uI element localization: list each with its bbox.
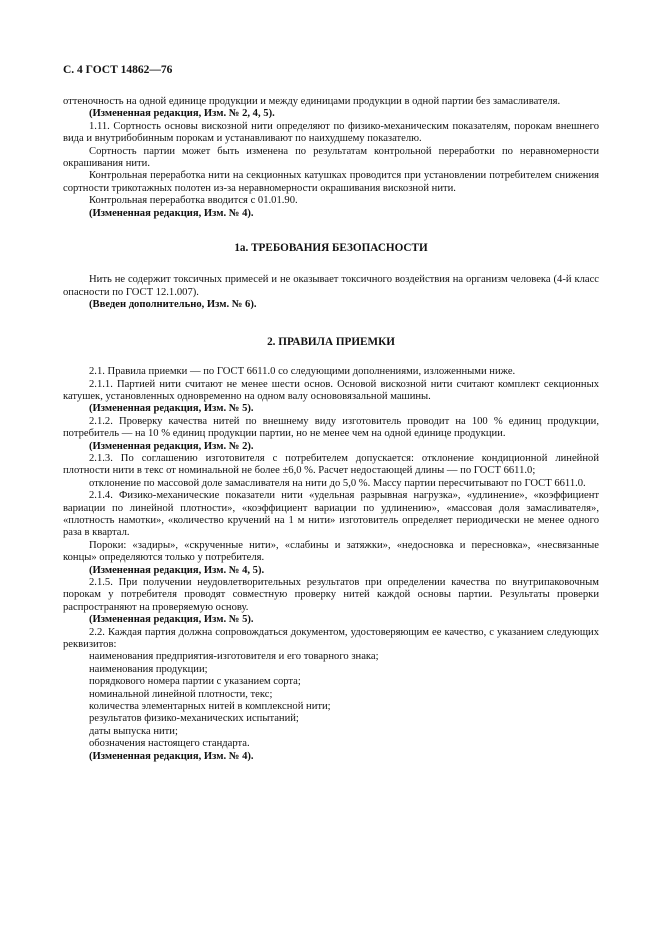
paragraph: 1.11. Сортность основы вискозной нити определяют по физико-механическим показателям, порокам внешнего вида и внутрибобинным порокам и устанавливают по наихудшему показателю. [63, 120, 599, 145]
edition-note: (Измененная редакция, Изм. № 2). [89, 440, 254, 452]
list-item: номинальной линейной плотности, текс; [89, 688, 273, 700]
paragraph: Сортность партии может быть изменена по результатам контрольной переработки по неравномерности окрашивания нити. [63, 145, 599, 170]
paragraph: Пороки: «задиры», «скрученные нити», «слабины и затяжки», «недосновка и пересновка», «несвязанные концы» определяются только у потребителя. [63, 539, 599, 564]
list-item: количества элементарных нитей в комплексной нити; [89, 701, 331, 713]
paragraph: Контрольная переработка нити на секционных катушках проводится при установлении потребителем снижения сортности трикотажных полотен из-за неравномерности окрашивания вискозной нити. [63, 170, 599, 194]
paragraph: оттеночность на одной единице продукции и между единицами продукции в одной партии без замасливателя. [63, 96, 561, 107]
page-header: С. 4 ГОСТ 14862—76 [63, 64, 173, 76]
list-item: результатов физико-механических испытаний; [89, 713, 299, 725]
paragraph: 2.2. Каждая партия должна сопровождаться документом, удостоверяющим ее качество, с указанием следующих реквизитов: [63, 626, 599, 651]
edition-note: (Введен дополнительно, Изм. № 6). [89, 299, 257, 311]
edition-note: (Измененная редакция, Изм. № 5). [89, 614, 254, 626]
paragraph: 2.1.3. По соглашению изготовителя с потребителем допускается: отклонение кондиционной линейной плотности нити в текс от номинальной не более ±6,0 %. Расчет недостающей длины — по ГОСТ 6611.0; [63, 452, 599, 477]
edition-note: (Измененная редакция, Изм. № 2, 4, 5). [89, 108, 275, 120]
document-body [63, 96, 599, 763]
paragraph: 2.1.4. Физико-механические показатели нити «удельная разрывная нагрузка», «удлинение», «коэффициент вариации по линейной плотности», «коэффициент вариации по удлинению», «массовая доля замасливателя», «плотность намотки», «количество кручений на 1 м нити» изготовитель определяет периодически не менее одного раза в квартал. [63, 490, 599, 539]
edition-note: (Измененная редакция, Изм. № 4, 5). [89, 564, 265, 576]
paragraph: 2.1.1. Партией нити считают не менее шести основ. Основой вискозной нити считают комплект секционных катушек, установленных одновременно на одном валу основовязальной машины. [63, 378, 599, 402]
paragraph: 2.1. Правила приемки — по ГОСТ 6611.0 со следующими дополнениями, изложенными ниже. [89, 366, 516, 378]
list-item: обозначения настоящего стандарта. [89, 738, 250, 750]
section-heading-acceptance: 2. ПРАВИЛА ПРИЕМКИ [267, 335, 395, 348]
list-item: порядкового номера партии с указанием сорта; [89, 676, 301, 688]
edition-note: (Измененная редакция, Изм. № 4). [89, 750, 254, 762]
list-item: даты выпуска нити; [89, 725, 178, 737]
paragraph: Нить не содержит токсичных примесей и не оказывает токсичного воздействия на организм человека (4-й класс опасности по ГОСТ 12.1.007). [63, 274, 599, 298]
section-heading-safety: 1а. ТРЕБОВАНИЯ БЕЗОПАСНОСТИ [234, 242, 428, 255]
paragraph: отклонение по массовой доле замасливателя на нити до 5,0 %. Массу партии пересчитывают по ГОСТ 6611.0. [89, 477, 586, 489]
paragraph: 2.1.5. При получении неудовлетворительных результатов при определении качества по внутрипаковочным порокам у потребителя проводят совместную проверку нитей каждой основы партии. Результаты проверки распространяют на проверяемую основу. [63, 577, 599, 613]
edition-note: (Измененная редакция, Изм. № 5). [89, 403, 254, 415]
list-item: наименования предприятия-изготовителя и его товарного знака; [89, 651, 379, 663]
paragraph: 2.1.2. Проверку качества нитей по внешнему виду изготовитель проводит на 100 % единиц продукции, потребитель — на 10 % единиц продукции партии, но не менее чем на одной единице продукции. [63, 415, 599, 440]
edition-note: (Измененная редакция, Изм. № 4). [89, 207, 254, 219]
paragraph: Контрольная переработка вводится с 01.01.90. [89, 195, 298, 207]
list-item: наименования продукции; [89, 663, 208, 675]
